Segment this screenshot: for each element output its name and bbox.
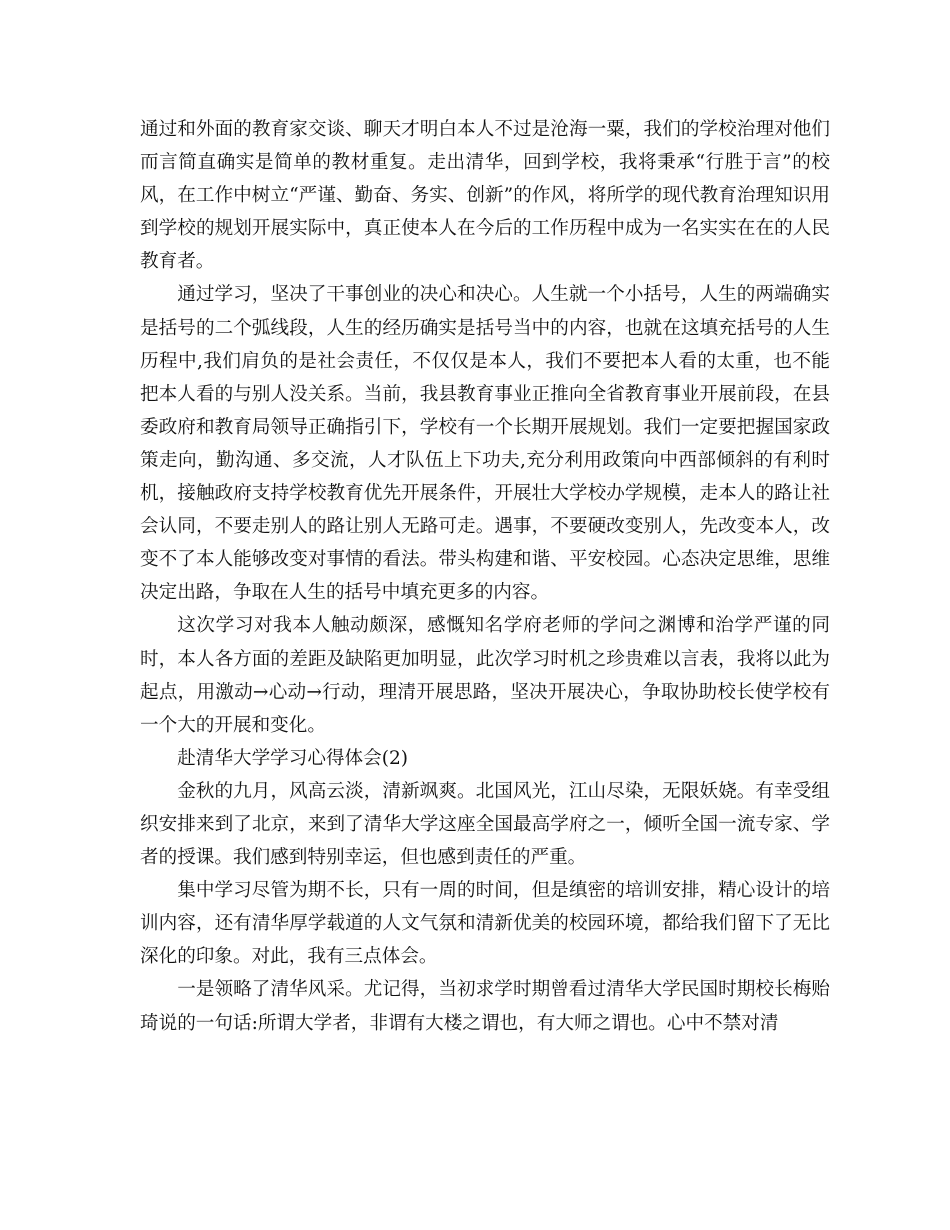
paragraph: 这次学习对我本人触动颇深，感慨知名学府老师的学问之渊博和治学严谨的同时，本人各方面的差距及缺陷更加明显，此次学习时机之珍贵难以言表，我将以此为起点，用激动→心动→行动，理清开展思路，坚决开展决心，争取协助校长使学校有一个大的开展和变化。 (140, 615, 830, 736)
paragraph: 一是领略了清华风采。尤记得，当初求学时期曾看过清华大学民国时期校长梅贻琦说的一句话:所谓大学者，非谓有大楼之谓也，有大师之谓也。心中不禁对清 (140, 979, 830, 1034)
section-heading: 赴清华大学学习心得体会(2) (177, 747, 409, 769)
paragraph: 金秋的九月，风高云淡，清新飒爽。北国风光，江山尽染，无限妖娆。有幸受组织安排来到了北京，来到了清华大学这座全国最高学府之一，倾听全国一流专家、学者的授课。我们感到特别幸运，但也感到责任的严重。 (140, 780, 830, 869)
document-body (140, 113, 830, 1040)
paragraph: 通过和外面的教育家交谈、聊天才明白本人不过是沧海一粟，我们的学校治理对他们而言简直确实是简单的教材重复。走出清华，回到学校，我将秉承“行胜于言”的校风，在工作中树立“严谨、勤奋、务实、创新”的作风，将所学的现代教育治理知识用到学校的规划开展实际中，真正使本人在今后的工作历程中成为一名实实在在的人民教育者。 (140, 119, 830, 273)
paragraph: 集中学习尽管为期不长，只有一周的时间，但是缜密的培训安排，精心设计的培训内容，还有清华厚学载道的人文气氛和清新优美的校园环境，都给我们留下了无比深化的印象。对此，我有三点体会。 (140, 880, 830, 968)
paragraph: 通过学习，坚决了干事创业的决心和决心。人生就一个小括号，人生的两端确实是括号的二个弧线段，人生的经历确实是括号当中的内容，也就在这填充括号的人生历程中,我们肩负的是社会责任，不仅仅是本人，我们不要把本人看的太重，也不能把本人看的与别人没关系。当前，我县教育事业正推向全省教育事业开展前段，在县委政府和教育局领导正确指引下，学校有一个长期开展规划。我们一定要把握国家政策走向，勤沟通、多交流，人才队伍上下功夫,充分利用政策向中西部倾斜的有利时机，接触政府支持学校教育优先开展条件，开展壮大学校办学规模，走本人的路让社会认同，不要走别人的路让别人无路可走。遇事，不要硬改变别人，先改变本人，改变不了本人能够改变对事情的看法。带头构建和谐、平安校园。心态决定思维，思维决定出路，争取在人生的括号中填充更多的内容。 (140, 284, 830, 604)
